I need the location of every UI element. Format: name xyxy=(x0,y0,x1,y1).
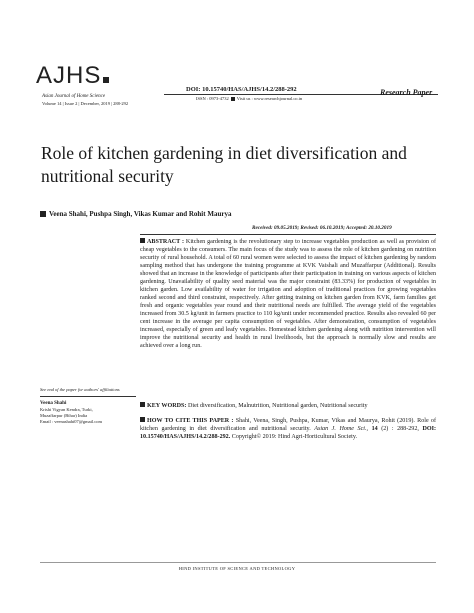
footer-divider xyxy=(40,562,436,563)
journal-logo xyxy=(36,63,136,89)
cite-issue-pages: (2) : 288-292, xyxy=(381,426,419,432)
visit-link[interactable]: Visit us : www.researchjournal.co.in xyxy=(236,96,303,101)
footer-publisher: HIND INSTITUTE OF SCIENCE AND TECHNOLOGY xyxy=(178,566,296,571)
correspondence-block xyxy=(40,401,136,425)
issn-square-icon xyxy=(231,97,235,101)
article-type: Research Paper xyxy=(380,88,433,97)
article-dates: Received: 09.05.2019; Revised: 06.10.2019; Accepted: 20.10.2019 xyxy=(252,225,392,231)
keywords-square-icon xyxy=(140,402,145,407)
correspondence-name: Veena Shahi xyxy=(40,401,67,406)
journal-logo-text: AJHS xyxy=(36,62,102,89)
correspondence-email[interactable]: Email : veenashahi07@gmail.com xyxy=(40,419,103,424)
cite-volume: 14 xyxy=(371,426,378,432)
abstract-square-icon xyxy=(140,238,145,243)
journal-volume-line: Volume 14 | Issue 2 | December, 2019 | 288-292 xyxy=(42,101,129,106)
cite-copyright: Copyright© 2019: Hind Agri-Horticultural Society. xyxy=(231,434,358,440)
affiliations-note: See end of the paper for authors' affiliations xyxy=(40,387,120,392)
keywords xyxy=(140,402,436,410)
keywords-text: Diet diversification, Malnutrition, Nutritional garden, Nutritional security xyxy=(187,403,368,409)
correspondence-address-2: Muzaffarpur (Bihar) India xyxy=(40,413,88,418)
issn-text: ISSN : 0973-4732 xyxy=(196,96,229,101)
correspondence-address-1: Krishi Vigyan Kendra, Turki, xyxy=(40,407,93,412)
article-title: Role of kitchen gardening in diet diversification and nutritional security xyxy=(41,143,407,186)
cite-journal: Asian J. Home Sci., xyxy=(314,426,369,432)
journal-full-name: Asian Journal of Home Science xyxy=(42,94,106,99)
doi-header: DOI: 10.15740/HAS/AJHS/14.2/288-292 xyxy=(186,86,297,93)
issn-line xyxy=(196,96,302,102)
keywords-label: KEY WORDS: xyxy=(147,403,187,409)
author-names: Veena Shahi, Pushpa Singh, Vikas Kumar and Rohit Maurya xyxy=(49,210,232,218)
cite-doi[interactable]: DOI: 10.15740/HAS/AJHS/14.2/288-292. xyxy=(140,426,437,440)
author-line xyxy=(40,210,231,219)
logo-square-icon xyxy=(103,77,109,83)
abstract-text: Kitchen gardening is the revolutionary step to increase vegetables production as well as provision of cheap vegetables to the consumers. The main focus of the study was to assess the role of kitchen gardening on nutrition security of rural household. A total of 60 rural women were selected to assess the impact of kitchen gardening by random sampling method that has undergone the training programme at KVK Vaishali and Muzaffarpur (Additional). Results showed that an increase in the knowledge of participants after their participation in training on various aspects of kitchen gardening. Unavailability of quality seed material was the major constraint (83.33%) for production of vegetables in kitchen garden. Low availability of water for irrigation and adoption of traditional practices for growing vegetables ranked second and third constraint, respectively. After getting training on kitchen garden from KVK, farm families get fresh and organic vegetables year round and their nutritional needs are fulfilled. The average yield of the vegetables increased from 30.5 kg/unit in farmers practice to 110 kg/unit under recommended practice. Results also revealed 60 per cent increase in the average per capita consumption of vegetables. After demonstration, consumption of vegetables increased, especially of green and leafy vegetables. Homestead kitchen gardening along with nutrition intervention will improve the nutritional security and health in rural livelihoods, but the approach is normally slow and results are achieved over a long run. xyxy=(140,239,436,349)
abstract xyxy=(140,238,436,350)
abstract-label: ABSTRACT : xyxy=(147,239,185,245)
side-divider xyxy=(40,396,136,397)
how-to-cite xyxy=(140,417,436,441)
cite-text: Shahi, Veena, Singh, Pushpa, Kumar, Vikas and Maurya, Rohit (2019). Role of kitchen gardening in diet diversification and nutritional security. xyxy=(140,418,436,432)
cite-square-icon xyxy=(140,417,145,422)
cite-label: HOW TO CITE THIS PAPER : xyxy=(147,418,234,424)
dates-divider xyxy=(140,234,436,235)
author-square-icon xyxy=(40,211,46,217)
